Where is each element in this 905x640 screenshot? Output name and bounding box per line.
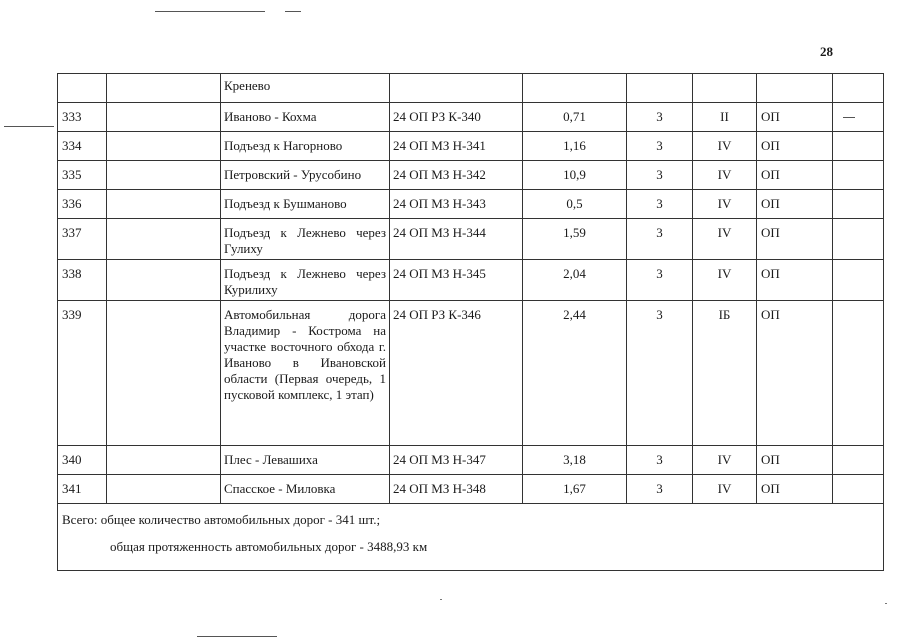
summary-total-length: общая протяженность автомобильных дорог - 3488,93 км (110, 539, 428, 554)
extra-cell (833, 161, 884, 190)
extra-cell (833, 475, 884, 504)
table-row (58, 446, 884, 475)
blank-cell (107, 190, 217, 219)
road-significance: ОП (757, 446, 833, 475)
table-row (58, 301, 884, 446)
road-code: 24 ОП МЗ Н-348 (390, 475, 523, 504)
road-category (627, 74, 693, 103)
road-category: 3 (627, 190, 693, 219)
table-row (58, 475, 884, 504)
road-length: 0,5 (523, 190, 627, 219)
summary-total-count: Всего: общее количество автомобильных дорог - 341 шт.; (62, 512, 381, 527)
row-number (58, 74, 107, 103)
table-body (58, 74, 884, 571)
road-code: 24 ОП МЗ Н-343 (390, 190, 523, 219)
road-category: 3 (627, 260, 693, 301)
extra-cell (833, 103, 884, 132)
road-significance: ОП (757, 260, 833, 301)
blank-cell (107, 132, 217, 161)
road-tech-class: IV (693, 132, 757, 161)
page-number: 28 (820, 44, 833, 59)
blank-cell (107, 161, 217, 190)
summary-row (58, 504, 884, 571)
road-name: Подъезд к Бушманово (221, 190, 390, 219)
row-number: 339 (58, 301, 107, 446)
road-significance: ОП (757, 190, 833, 219)
scan-mark (285, 11, 301, 12)
road-category: 3 (627, 161, 693, 190)
road-name: Иваново - Кохма (221, 103, 390, 132)
road-name: Плес - Левашиха (221, 446, 390, 475)
road-name: Подъезд к Лежнево через Гулиху (221, 219, 390, 260)
extra-cell (833, 446, 884, 475)
road-code: 24 ОП МЗ Н-347 (390, 446, 523, 475)
road-tech-class: II (693, 103, 757, 132)
blank-cell (107, 446, 217, 475)
road-category: 3 (627, 219, 693, 260)
table-row (58, 190, 884, 219)
roads-table (57, 73, 884, 571)
table-row (58, 132, 884, 161)
scan-mark (155, 11, 265, 12)
road-name: Петровский - Урусобино (221, 161, 390, 190)
road-length (523, 74, 627, 103)
road-significance (757, 74, 833, 103)
road-tech-class: IV (693, 475, 757, 504)
road-tech-class: IБ (693, 301, 757, 446)
road-significance: ОП (757, 475, 833, 504)
road-category: 3 (627, 475, 693, 504)
road-length: 0,71 (523, 103, 627, 132)
extra-cell (833, 301, 884, 446)
summary-cell (58, 504, 884, 571)
row-number: 337 (58, 219, 107, 260)
road-tech-class: IV (693, 219, 757, 260)
road-tech-class (693, 74, 757, 103)
road-code: 24 ОП РЗ К-346 (390, 301, 523, 446)
road-tech-class: IV (693, 161, 757, 190)
road-code: 24 ОП МЗ Н-342 (390, 161, 523, 190)
blank-cell (107, 74, 217, 103)
road-category: 3 (627, 446, 693, 475)
road-length: 1,67 (523, 475, 627, 504)
row-number: 341 (58, 475, 107, 504)
road-tech-class: IV (693, 190, 757, 219)
road-code (390, 74, 523, 103)
row-number: 335 (58, 161, 107, 190)
road-name: Автомобильная дорога Владимир - Кострома на участке восточного обхода г. Иваново в Ивановской области (Первая очередь, 1 пусковой комплекс, 1 этап) (221, 301, 390, 446)
road-length: 2,44 (523, 301, 627, 446)
road-name: Кренево (221, 74, 390, 103)
scan-dot (885, 603, 887, 604)
road-length: 3,18 (523, 446, 627, 475)
road-name: Подъезд к Лежнево через Курилиху (221, 260, 390, 301)
scan-mark (197, 636, 277, 637)
road-significance: ОП (757, 301, 833, 446)
road-code: 24 ОП МЗ Н-341 (390, 132, 523, 161)
road-tech-class: IV (693, 446, 757, 475)
road-name: Подъезд к Нагорново (221, 132, 390, 161)
road-significance: ОП (757, 103, 833, 132)
scan-dot (440, 599, 442, 600)
road-length: 2,04 (523, 260, 627, 301)
table-row (58, 260, 884, 301)
road-length: 1,16 (523, 132, 627, 161)
scan-mark (4, 126, 54, 127)
road-length: 10,9 (523, 161, 627, 190)
road-category: 3 (627, 103, 693, 132)
extra-cell (833, 74, 884, 103)
table-row (58, 103, 884, 132)
row-number: 340 (58, 446, 107, 475)
row-number: 336 (58, 190, 107, 219)
table-row (58, 161, 884, 190)
blank-cell (107, 301, 217, 446)
extra-cell (833, 260, 884, 301)
table-row (58, 219, 884, 260)
extra-cell (833, 132, 884, 161)
row-number: 338 (58, 260, 107, 301)
extra-cell (833, 190, 884, 219)
road-tech-class: IV (693, 260, 757, 301)
blank-cell (107, 103, 217, 132)
road-significance: ОП (757, 132, 833, 161)
row-number: 334 (58, 132, 107, 161)
row-number: 333 (58, 103, 107, 132)
road-code: 24 ОП МЗ Н-344 (390, 219, 523, 260)
road-code: 24 ОП МЗ Н-345 (390, 260, 523, 301)
road-code: 24 ОП РЗ К-340 (390, 103, 523, 132)
road-category: 3 (627, 301, 693, 446)
blank-cell (107, 475, 217, 504)
road-category: 3 (627, 132, 693, 161)
road-significance: ОП (757, 219, 833, 260)
extra-cell (833, 219, 884, 260)
road-length: 1,59 (523, 219, 627, 260)
road-significance: ОП (757, 161, 833, 190)
blank-cell (107, 260, 217, 301)
table-row (58, 74, 884, 103)
road-name: Спасское - Миловка (221, 475, 390, 504)
blank-cell (107, 219, 217, 260)
